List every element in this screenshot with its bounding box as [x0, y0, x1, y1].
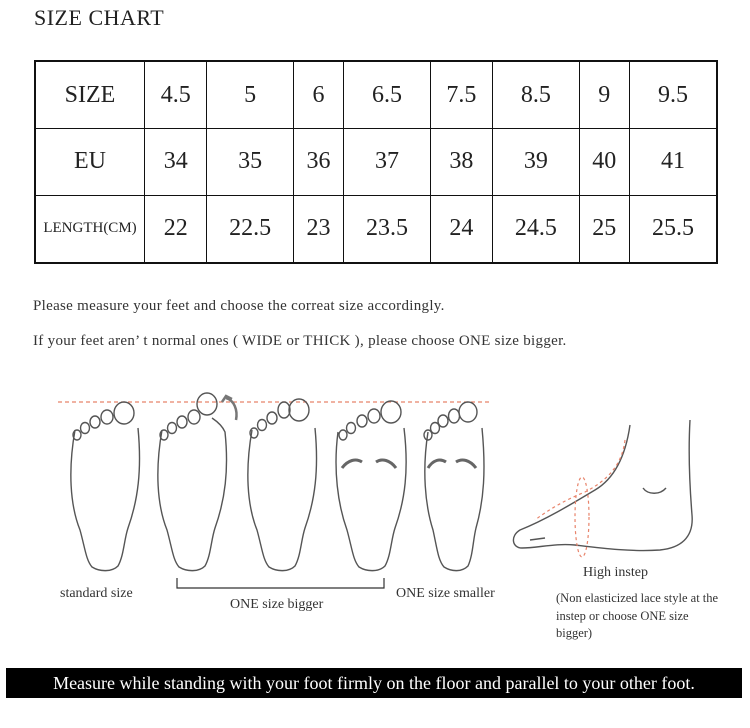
narrow-foot-icon [424, 402, 484, 571]
table-cell: 39 [493, 129, 580, 196]
table-cell: 41 [629, 129, 717, 196]
standard-size-label: standard size [60, 586, 133, 601]
table-cell: 9 [579, 61, 629, 129]
bigger-size-label: ONE size bigger [230, 597, 324, 612]
table-cell: 24.5 [493, 195, 580, 263]
long-toe-foot-icon [248, 399, 317, 571]
row-header: EU [35, 129, 145, 196]
table-cell: 34 [145, 129, 207, 196]
wide-foot-icon [336, 401, 406, 571]
high-instep-foot-icon [513, 420, 692, 551]
standard-foot-icon [71, 402, 140, 571]
table-cell: 5 [207, 61, 294, 129]
table-row [35, 61, 717, 129]
table-cell: 35 [207, 129, 294, 196]
row-header: LENGTH(CM) [35, 195, 145, 263]
table-cell: 6 [293, 61, 343, 129]
table-cell: 6.5 [344, 61, 431, 129]
instep-girth-ellipse [575, 477, 589, 557]
table-cell: 23.5 [344, 195, 431, 263]
bigger-bracket [177, 578, 384, 588]
smaller-size-label: ONE size smaller [396, 586, 495, 601]
table-cell: 25.5 [629, 195, 717, 263]
table-cell: 24 [430, 195, 492, 263]
table-row [35, 129, 717, 196]
high-instep-label: High instep [583, 565, 648, 580]
wide-feet-note: If your feet aren’ t normal ones ( WIDE or THICK ), please choose ONE size bigger. [33, 333, 567, 349]
table-cell: 8.5 [493, 61, 580, 129]
table-cell: 4.5 [145, 61, 207, 129]
table-cell: 22.5 [207, 195, 294, 263]
table-cell: 23 [293, 195, 343, 263]
high-instep-note: (Non elasticized lace style at the instep or choose ONE size bigger) [556, 591, 719, 640]
table-cell: 7.5 [430, 61, 492, 129]
table-cell: 40 [579, 129, 629, 196]
table-cell: 37 [344, 129, 431, 196]
row-header: SIZE [35, 61, 145, 129]
measure-instruction-banner: Measure while standing with your foot firmly on the floor and parallel to your other foot. [6, 668, 742, 698]
table-row [35, 195, 717, 263]
bent-toe-foot-icon [158, 393, 237, 571]
table-cell: 38 [430, 129, 492, 196]
size-chart-table [34, 60, 718, 264]
table-cell: 9.5 [629, 61, 717, 129]
measure-note: Please measure your feet and choose the correat size accordingly. [33, 298, 445, 314]
table-cell: 22 [145, 195, 207, 263]
table-cell: 25 [579, 195, 629, 263]
instep-measure-line [535, 440, 625, 520]
table-cell: 36 [293, 129, 343, 196]
page-title: SIZE CHART [34, 5, 165, 30]
